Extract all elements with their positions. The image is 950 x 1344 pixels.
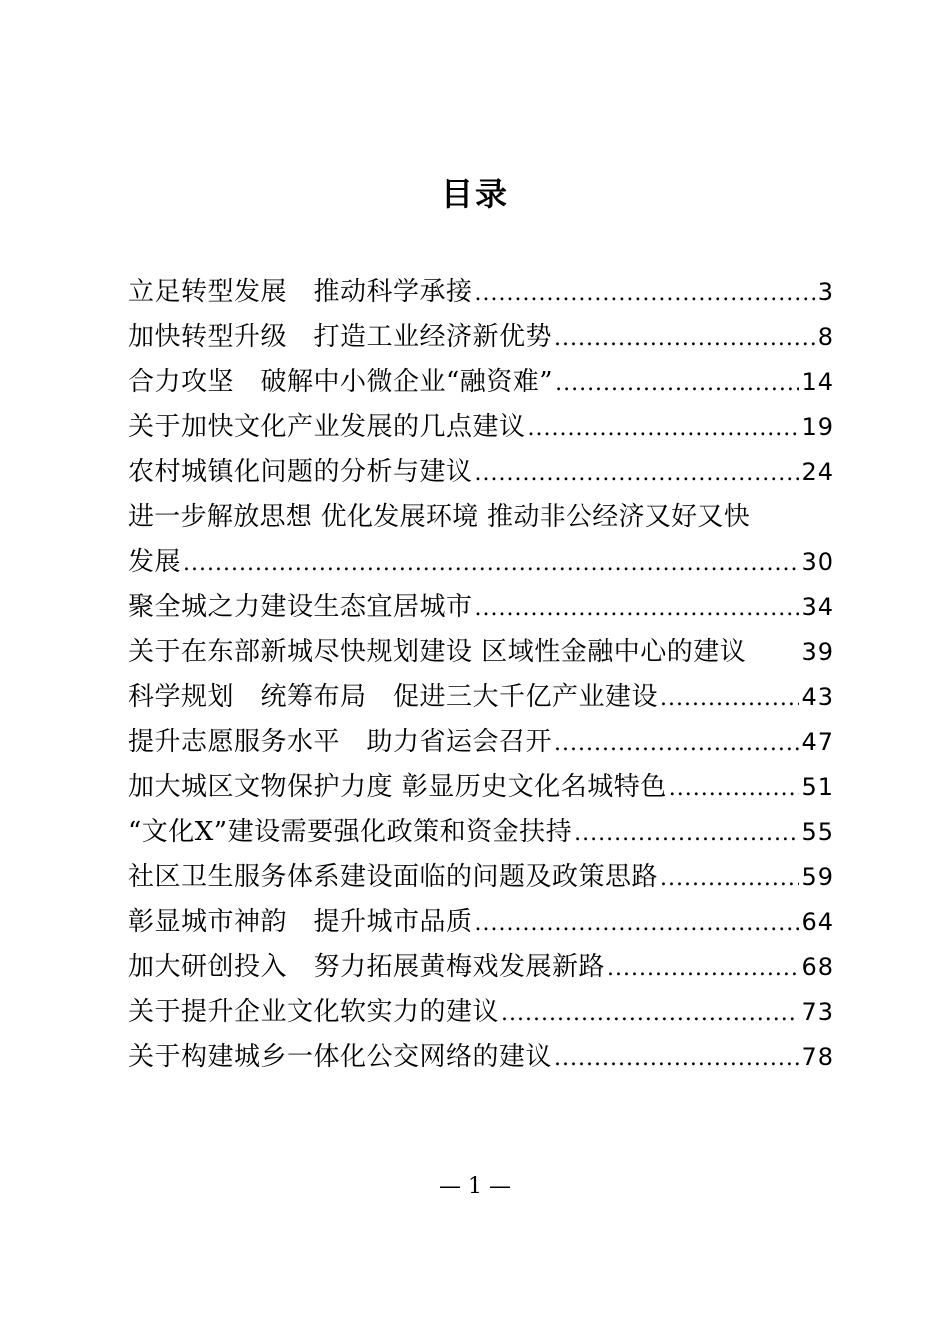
toc-entry-title: 加大城区文物保护力度 彰显历史文化名城特色	[128, 772, 667, 802]
toc-entry[interactable]	[128, 450, 834, 495]
dot-leader	[607, 946, 799, 990]
toc-entry[interactable]	[128, 405, 834, 450]
toc-entry-title: 提升志愿服务水平 助力省运会召开	[128, 727, 553, 757]
toc-entry[interactable]	[128, 720, 834, 765]
toc-entry[interactable]	[128, 270, 834, 315]
toc-entry-page: 24	[801, 458, 834, 486]
dot-leader	[554, 1036, 799, 1080]
table-of-contents	[128, 270, 834, 1080]
toc-entry-page: 30	[801, 548, 834, 576]
toc-entry[interactable]	[128, 765, 834, 810]
dot-leader	[475, 586, 800, 630]
toc-entry[interactable]	[128, 630, 834, 675]
toc-entry-title: 彰显城市神韵 提升城市品质	[128, 907, 473, 937]
toc-entry-title: 加大研创投入 努力拓展黄梅戏发展新路	[128, 952, 606, 982]
toc-entry-page: 8	[817, 323, 834, 351]
dot-leader	[660, 676, 799, 720]
toc-entry-page: 64	[801, 908, 834, 936]
toc-entry-title: “文化X”建设需要强化政策和资金扶持	[128, 817, 573, 847]
toc-entry-page: 3	[817, 278, 834, 306]
toc-entry-page: 59	[801, 863, 834, 891]
toc-entry[interactable]	[128, 540, 834, 585]
toc-entry-page: 68	[801, 953, 834, 981]
toc-entry-page: 47	[801, 728, 834, 756]
dot-leader	[183, 541, 799, 585]
toc-entry-page: 73	[801, 998, 834, 1026]
dot-leader	[475, 901, 800, 945]
page-number: — 1 —	[439, 1174, 511, 1199]
toc-entry[interactable]	[128, 900, 834, 945]
dot-leader	[555, 361, 799, 405]
toc-entry-page: 43	[801, 683, 834, 711]
dot-leader	[501, 991, 799, 1035]
toc-entry-title: 关于在东部新城尽快规划建设 区域性金融中心的建议	[128, 637, 747, 667]
toc-entry-title: 加快转型升级 打造工业经济新优势	[128, 322, 553, 352]
toc-entry[interactable]	[128, 495, 834, 540]
toc-entry-page: 55	[801, 818, 834, 846]
dot-leader	[475, 271, 816, 315]
toc-entry-title: 关于加快文化产业发展的几点建议	[128, 412, 526, 442]
toc-entry[interactable]	[128, 675, 834, 720]
toc-entry[interactable]	[128, 855, 834, 900]
toc-entry-title: 农村城镇化问题的分析与建议	[128, 457, 473, 487]
dot-leader	[554, 316, 816, 360]
dot-leader	[528, 406, 800, 450]
toc-entry-title: 社区卫生服务体系建设面临的问题及政策思路	[128, 862, 659, 892]
dot-leader	[554, 721, 799, 765]
toc-entry[interactable]	[128, 1035, 834, 1080]
dot-leader	[660, 856, 799, 900]
toc-entry-title: 聚全城之力建设生态宜居城市	[128, 592, 473, 622]
toc-entry[interactable]	[128, 360, 834, 405]
toc-entry-page: 78	[801, 1043, 834, 1071]
toc-entry-title: 进一步解放思想 优化发展环境 推动非公经济又好又快	[128, 502, 751, 532]
toc-entry-page: 19	[801, 413, 834, 441]
toc-entry-page: 39	[801, 638, 834, 666]
toc-entry-page: 51	[801, 773, 834, 801]
toc-entry[interactable]	[128, 585, 834, 630]
toc-entry-title: 发展	[128, 547, 182, 577]
dot-leader	[475, 451, 800, 495]
toc-entry-title: 合力攻坚 破解中小微企业“融资难”	[128, 367, 554, 397]
toc-entry-page: 14	[801, 368, 834, 396]
toc-entry-title: 科学规划 统筹布局 促进三大千亿产业建设	[128, 682, 659, 712]
toc-entry-page: 34	[801, 593, 834, 621]
toc-entry[interactable]	[128, 315, 834, 360]
toc-entry-title: 关于提升企业文化软实力的建议	[128, 997, 500, 1027]
toc-entry-title: 关于构建城乡一体化公交网络的建议	[128, 1042, 553, 1072]
dot-leader	[669, 766, 800, 810]
toc-entry[interactable]	[128, 810, 834, 855]
toc-entry[interactable]	[128, 990, 834, 1035]
toc-entry[interactable]	[128, 945, 834, 990]
toc-entry-title: 立足转型发展 推动科学承接	[128, 277, 473, 307]
page-title: 目录	[440, 175, 509, 213]
dot-leader	[574, 811, 799, 855]
